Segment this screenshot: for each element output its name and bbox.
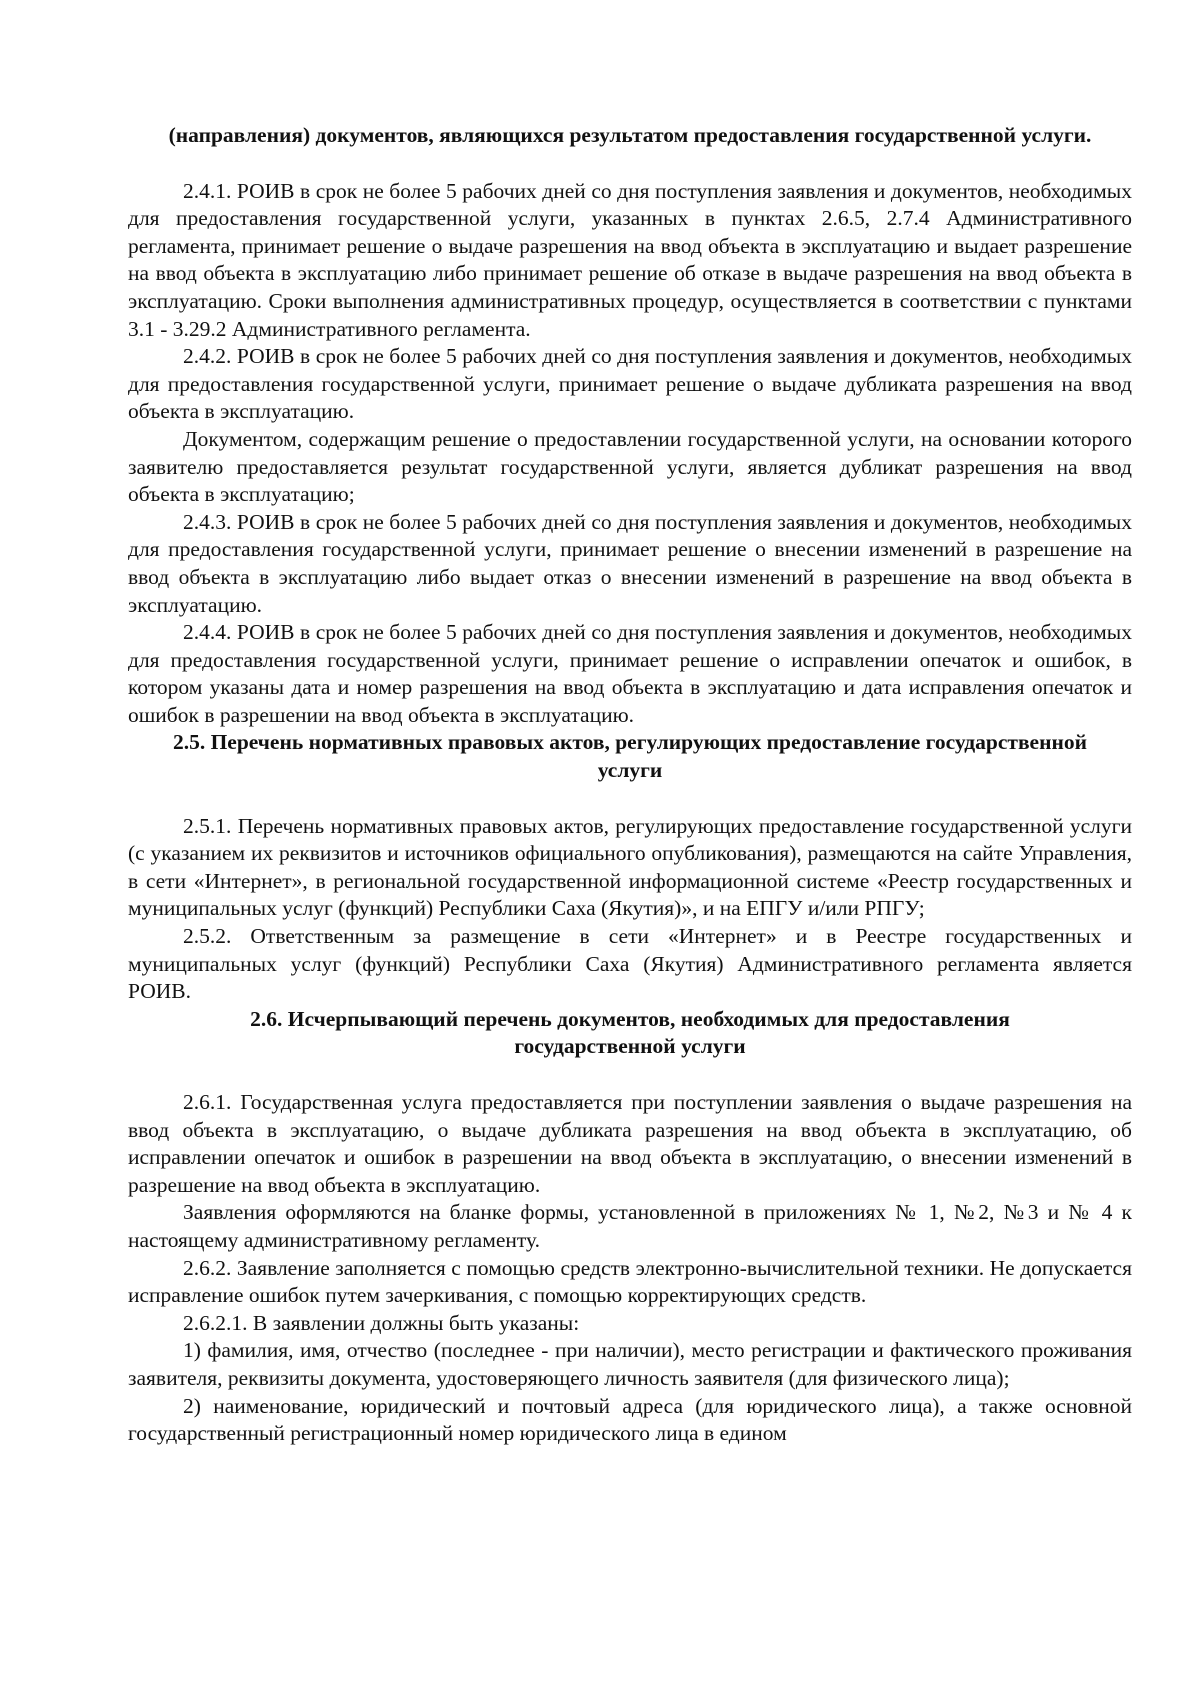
paragraph-application-forms: Заявления оформляются на бланке формы, установленной в приложениях № 1, №2, №3 и № 4 к настоящему административному регламенту.: [128, 1200, 1132, 1252]
paragraph-2-4-4: 2.4.4. РОИВ в срок не более 5 рабочих дней со дня поступления заявления и документов, необходимых для предоставления государственной услуги, принимает решение о исправлении опечаток и ошибок, в котором указаны дата и номер разрешения на ввод объекта в эксплуатацию и дата исправления опечаток и ошибок в разрешении на ввод объекта в эксплуатацию.: [128, 620, 1132, 727]
paragraph-2-6-2-1: 2.6.2.1. В заявлении должны быть указаны:: [183, 1310, 580, 1335]
paragraph-2-4-3: 2.4.3. РОИВ в срок не более 5 рабочих дней со дня поступления заявления и документов, необходимых для предоставления государственной услуги, принимает решение о внесении изменений в разрешение на ввод объекта в эксплуатацию либо выдает отказ о внесении изменений в разрешение на ввод объекта в эксплуатацию.: [128, 509, 1132, 617]
list-item-2: 2) наименование, юридический и почтовый адреса (для юридического лица), а также основной государственный регистрационный номер юридического лица в едином: [128, 1393, 1132, 1446]
paragraph-2-4-2: 2.4.2. РОИВ в срок не более 5 рабочих дней со дня поступления заявления и документов, необходимых для предоставления государственной услуги, принимает решение о выдаче дубликата разрешения на ввод объекта в эксплуатацию.: [128, 344, 1132, 424]
paragraph-2-5-2: 2.5.2. Ответственным за размещение в сети «Интернет» и в Реестре государственных и муниципальных услуг (функций) Республики Саха (Якутия) Административного регламента является РОИВ.: [128, 924, 1132, 1004]
spacer: [128, 150, 1132, 178]
spacer: [128, 785, 1132, 813]
heading-2-6: 2.6. Исчерпывающий перечень документов, необходимых для предоставления государственной услуги: [250, 1006, 1010, 1059]
paragraph-2-6-2: 2.6.2. Заявление заполняется с помощью средств электронно-вычислительной техники. Не допускается исправление ошибок путем зачеркивания, с помощью корректирующих средств.: [128, 1255, 1132, 1308]
heading-2-5: 2.5. Перечень нормативных правовых актов, регулирующих предоставление государственной услуги: [172, 730, 1088, 783]
document-page: [128, 122, 1132, 1448]
paragraph-2-6-1: 2.6.1. Государственная услуга предоставляется при поступлении заявления о выдаче разрешения на ввод объекта в эксплуатацию, о выдаче дубликата разрешения на ввод объекта в эксплуатацию, об исправлении опечаток и ошибок в разрешении на ввод объекта в эксплуатацию, о внесении изменений в разрешение на ввод объекта в эксплуатацию.: [128, 1090, 1132, 1197]
heading-top: (направления) документов, являющихся результатом предоставления государственной услуги.: [168, 123, 1092, 147]
list-item-1: 1) фамилия, имя, отчество (последнее - при наличии), место регистрации и фактического проживания заявителя, реквизиты документа, удостоверяющего личность заявителя (для физического лица);: [128, 1338, 1132, 1390]
paragraph-duplicate-doc: Документом, содержащим решение о предоставлении государственной услуги, на основании которого заявителю предоставляется результат государственной услуги, является дубликат разрешения на ввод объекта в эксплуатацию;: [128, 426, 1132, 507]
paragraph-2-5-1: 2.5.1. Перечень нормативных правовых актов, регулирующих предоставление государственной услуги (с указанием их реквизитов и источников официального опубликования), размещаются на сайте Управления, в сети «Интернет», в региональной государственной информационной системе «Реестр государственных и муниципальных услуг (функций) Республики Саха (Якутия)», и на ЕПГУ и/или РПГУ;: [128, 813, 1132, 921]
spacer: [128, 1061, 1132, 1089]
paragraph-2-4-1: 2.4.1. РОИВ в срок не более 5 рабочих дней со дня поступления заявления и документов, необходимых для предоставления государственной услуги, указанных в пунктах 2.6.5, 2.7.4 Административного регламента, принимает решение о выдаче разрешения на ввод объекта в эксплуатацию и выдает разрешение на ввод объекта в эксплуатацию либо принимает решение об отказе в выдаче разрешения на ввод объекта в эксплуатацию. Сроки выполнения административных процедур, осуществляется в соответствии с пунктами 3.1 - 3.29.2 Административного регламента.: [128, 178, 1132, 341]
